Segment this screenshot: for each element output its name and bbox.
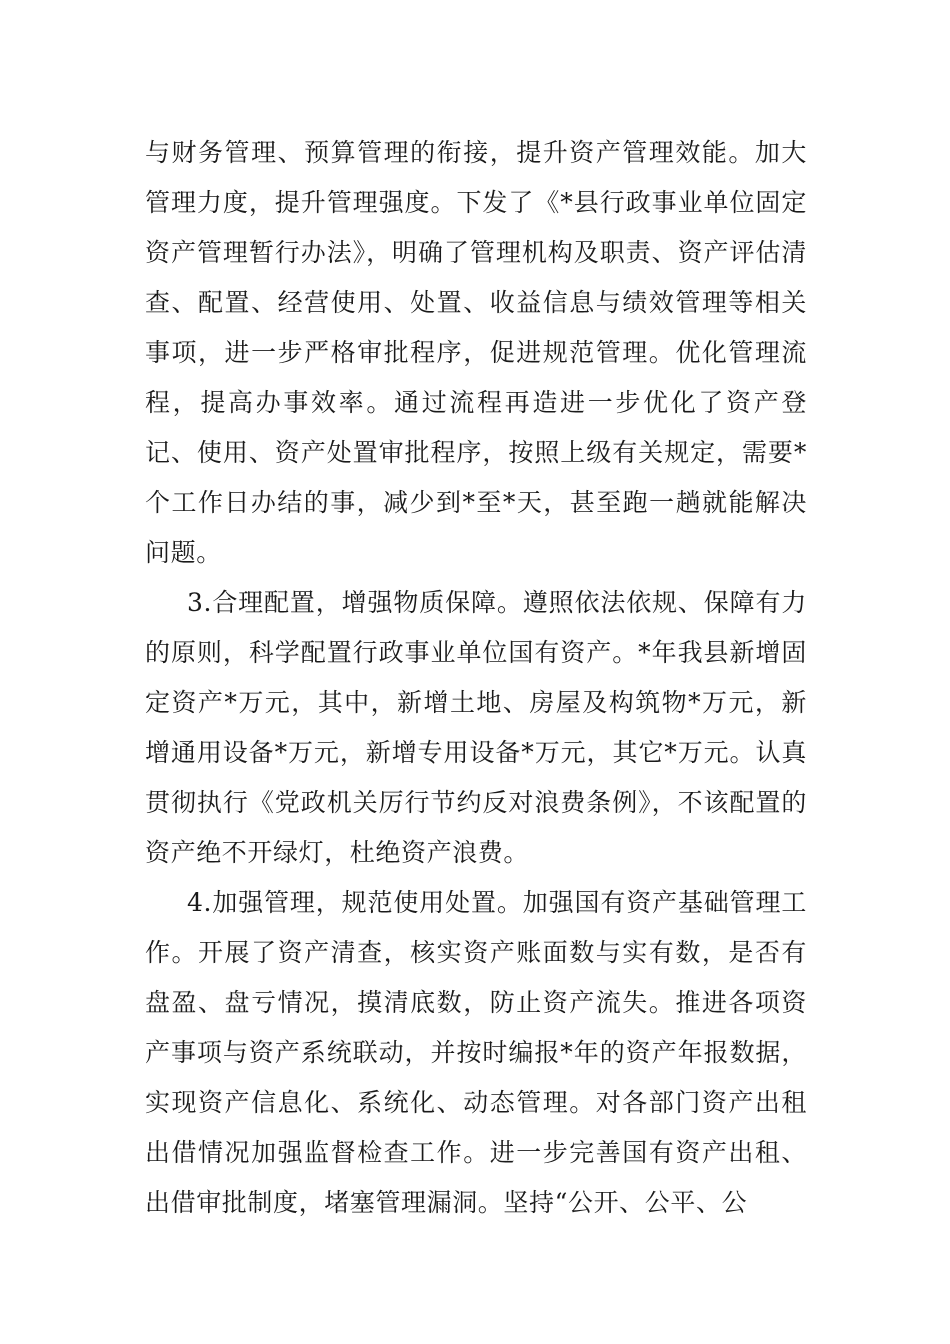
document-body: [145, 128, 807, 1228]
paragraph-continuation: 与财务管理、预算管理的衔接，提升资产管理效能。加大管理力度，提升管理强度。下发了《*县行政事业单位固定资产管理暂行办法》，明确了管理机构及职责、资产评估清查、配置、经营使用、处置、收益信息与绩效管理等相关事项，进一步严格审批程序，促进规范管理。优化管理流程，提高办事效率。通过流程再造进一步优化了资产登记、使用、资产处置审批程序，按照上级有关规定，需要*个工作日办结的事，减少到*至*天，甚至跑一趟就能解决问题。: [145, 138, 807, 567]
paragraph-section-3: 3.合理配置，增强物质保障。遵照依法依规、保障有力的原则，科学配置行政事业单位国有资产。*年我县新增固定资产*万元，其中，新增土地、房屋及构筑物*万元，新增通用设备*万元，新增专用设备*万元，其它*万元。认真贯彻执行《党政机关厉行节约反对浪费条例》，不该配置的资产绝不开绿灯，杜绝资产浪费。: [145, 588, 807, 867]
paragraph-section-4: 4.加强管理，规范使用处置。加强国有资产基础管理工作。开展了资产清查，核实资产账面数与实有数，是否有盘盈、盘亏情况，摸清底数，防止资产流失。推进各项资产事项与资产系统联动，并按时编报*年的资产年报数据，实现资产信息化、系统化、动态管理。对各部门资产出租出借情况加强监督检查工作。进一步完善国有资产出租、出借审批制度，堵塞管理漏洞。坚持“公开、公平、公: [145, 888, 807, 1217]
